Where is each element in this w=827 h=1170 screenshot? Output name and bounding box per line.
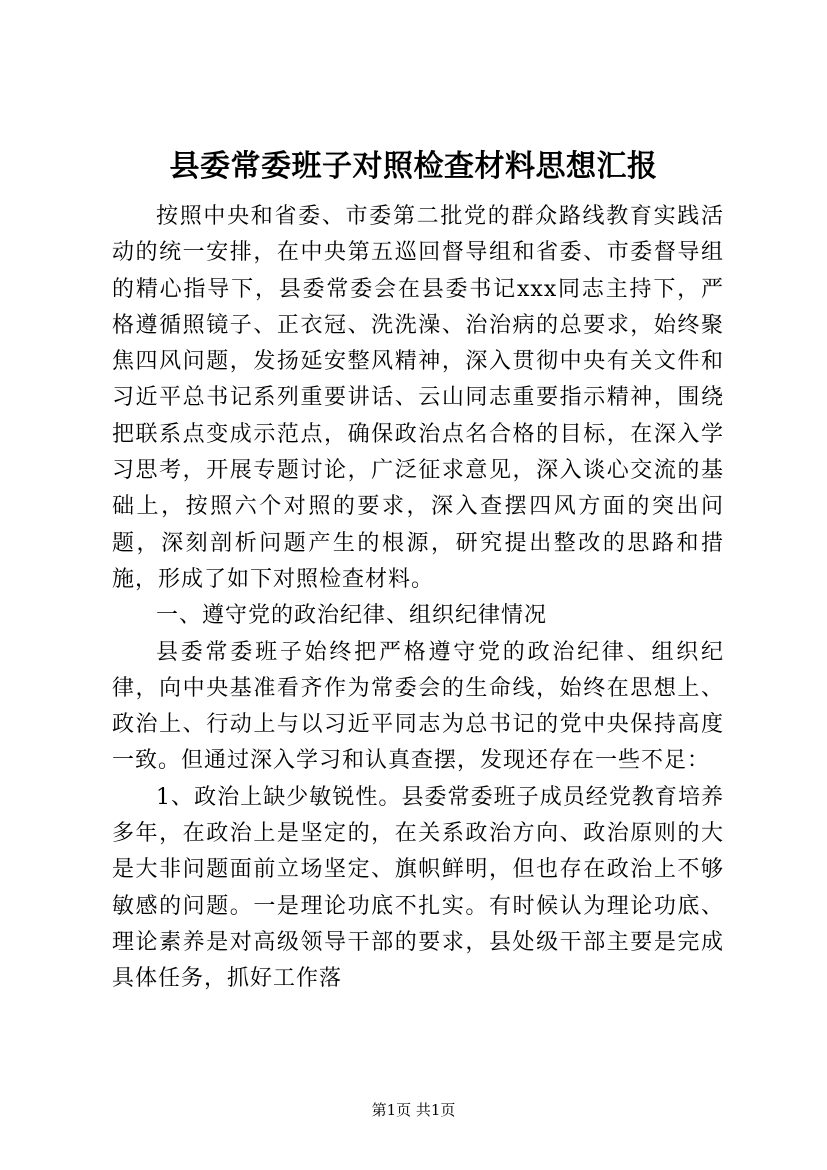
page-footer: 第1页 共1页: [371, 1101, 456, 1119]
paragraph-discipline: 县委常委班子始终把严格遵守党的政治纪律、组织纪律，向中央基准看齐作为常委会的生命线，始终在思想上、政治上、行动上与以习近平同志为总书记的党中央保持高度一致。但通过深入学习和认真查摆，发现还存在一些不足：: [112, 639, 724, 774]
section-heading: 一、遵守党的政治纪律、组织纪律情况: [156, 603, 548, 629]
document-body: [112, 199, 724, 998]
paragraph-item-1: 1、政治上缺少敏锐性。县委常委班子成员经党教育培养多年，在政治上是坚定的，在关系政治方向、政治原则的大是大非问题面前立场坚定、旗帜鲜明，但也存在政治上不够敏感的问题。一是理论功底不扎实。有时候认为理论功底、理论素养是对高级领导干部的要求，县处级干部主要是完成具体任务，抓好工作落: [112, 784, 724, 992]
document-title: 县委常委班子对照检查材料思想汇报: [169, 149, 658, 184]
paragraph-intro: 按照中央和省委、市委第二批党的群众路线教育实践活动的统一安排，在中央第五巡回督导组和省委、市委督导组的精心指导下，县委常委会在县委书记xxx同志主持下，严格遵循照镜子、正衣冠、洗洗澡、治治病的总要求，始终聚焦四风问题，发扬延安整风精神，深入贯彻中央有关文件和习近平总书记系列重要讲话、云山同志重要指示精神，围绕把联系点变成示范点，确保政治点名合格的目标，在深入学习思考，开展专题讨论，广泛征求意见，深入谈心交流的基础上，按照六个对照的要求，深入查摆四风方面的突出问题，深刻剖析问题产生的根源，研究提出整改的思路和措施，形成了如下对照检查材料。: [112, 204, 724, 592]
